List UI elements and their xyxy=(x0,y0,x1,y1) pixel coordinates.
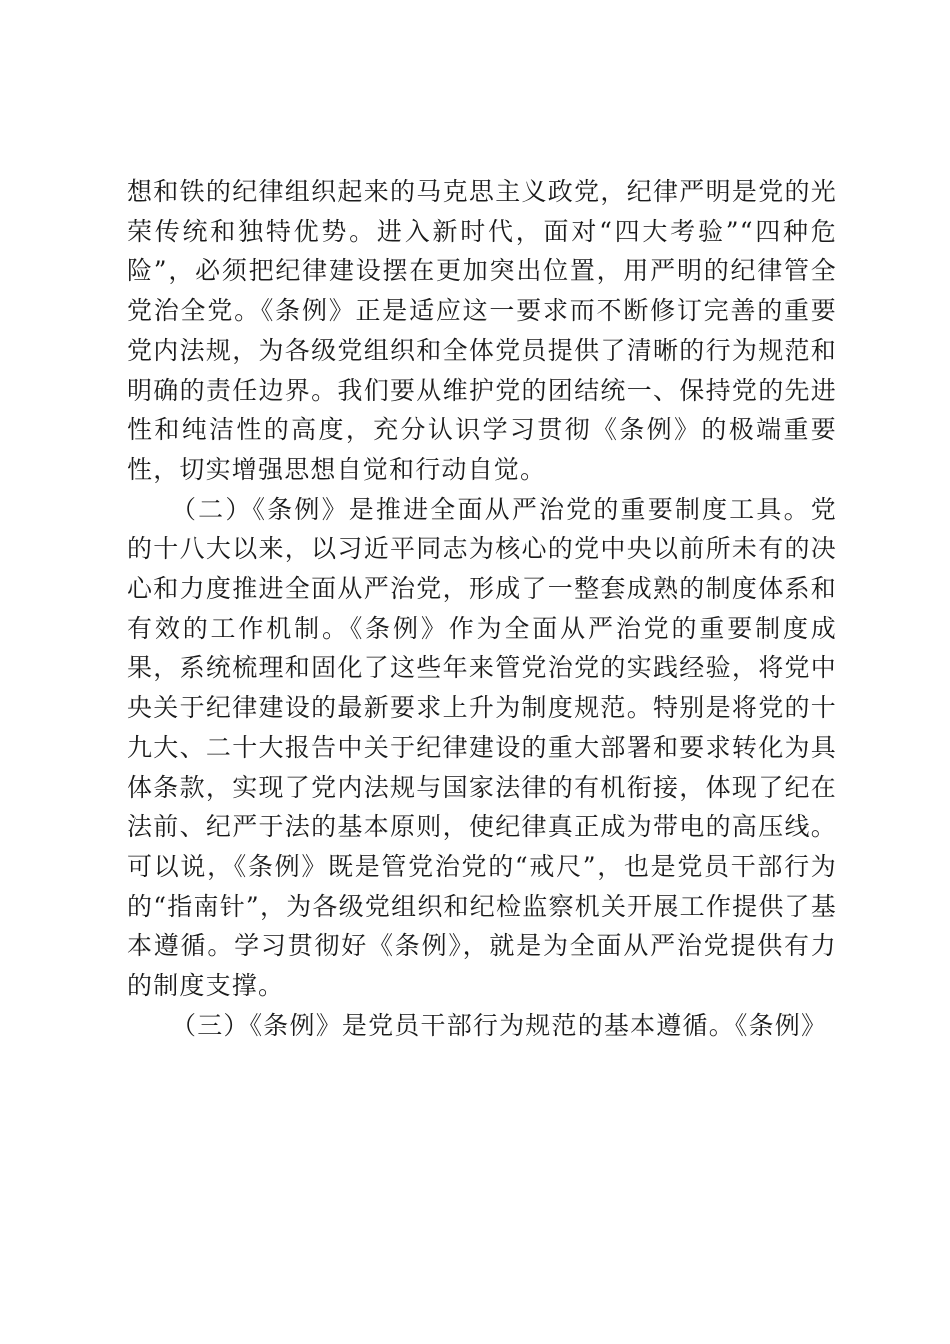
paragraph-section-three: （三）《条例》是党员干部行为规范的基本遵循。《条例》 xyxy=(171,1010,828,1040)
document-body xyxy=(127,172,837,1045)
paragraph-continuation: 想和铁的纪律组织起来的马克思主义政党，纪律严明是党的光荣传统和独特优势。进入新时代，面对“四大考验”“四种危险”，必须把纪律建设摆在更加突出位置，用严明的纪律管全党治全党。《条例》正是适应这一要求而不断修订完善的重要党内法规，为各级党组织和全体党员提供了清晰的行为规范和明确的责任边界。我们要从维护党的团结统一、保持党的先进性和纯洁性的高度，充分认识学习贯彻《条例》的极端重要性，切实增强思想自觉和行动自觉。 xyxy=(127,177,837,484)
paragraph-section-two: （二）《条例》是推进全面从严治党的重要制度工具。党的十八大以来，以习近平同志为核心的党中央以前所未有的决心和力度推进全面从严治党，形成了一整套成熟的制度体系和有效的工作机制。《条例》作为全面从严治党的重要制度成果，系统梳理和固化了这些年来管党治党的实践经验，将党中央关于纪律建设的最新要求上升为制度规范。特别是将党的十九大、二十大报告中关于纪律建设的重大部署和要求转化为具体条款，实现了党内法规与国家法律的有机衔接，体现了纪在法前、纪严于法的基本原则，使纪律真正成为带电的高压线。可以说，《条例》既是管党治党的“戒尺”，也是党员干部行为的“指南针”，为各级党组织和纪检监察机关开展工作提供了基本遵循。学习贯彻好《条例》，就是为全面从严治党提供有力的制度支撑。 xyxy=(127,494,837,1001)
